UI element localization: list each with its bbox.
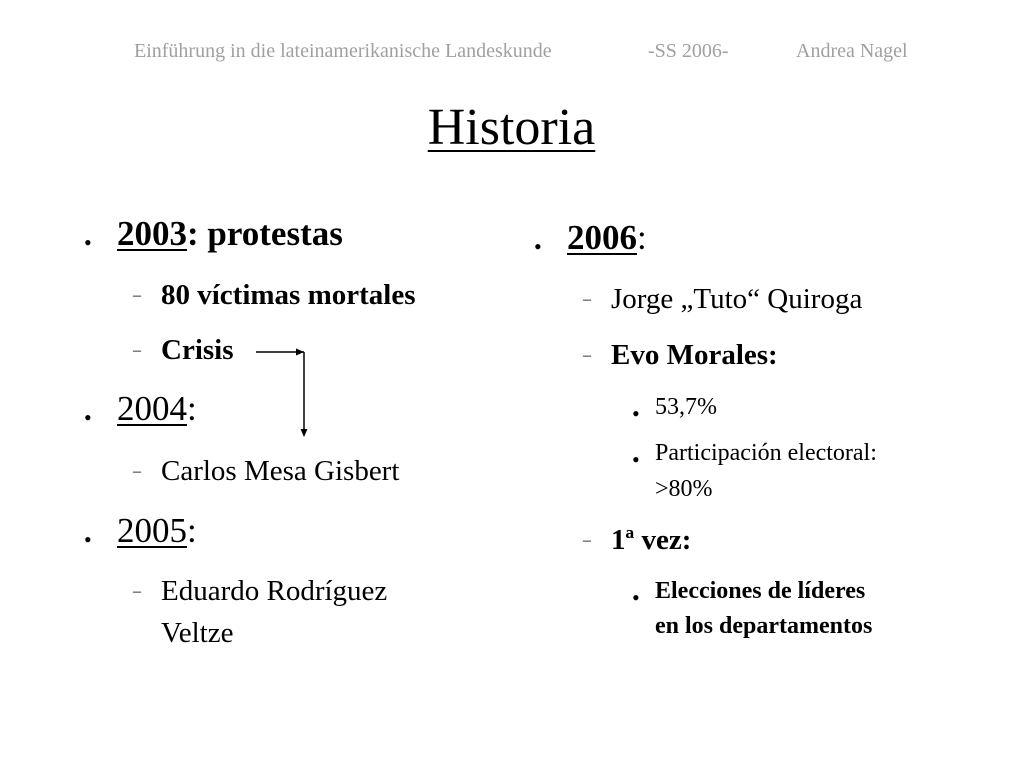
dash-icon: – <box>133 583 141 600</box>
bullet-icon: • <box>632 585 640 610</box>
item-2006-text: : <box>637 218 647 257</box>
list-item-percent: 53,7% <box>655 394 717 420</box>
course-title: Einführung in die lateinamerikanische Landeskunde <box>134 40 552 62</box>
list-item-morales: Evo Morales: <box>611 339 778 371</box>
bullet-icon: • <box>632 401 640 426</box>
item-2003-text: : protestas <box>187 214 343 253</box>
dash-icon: – <box>133 463 141 480</box>
slide-title: Historia <box>427 99 596 156</box>
bullet-icon: • <box>534 234 542 259</box>
dash-icon: – <box>133 287 141 304</box>
list-item-2006 <box>567 218 647 258</box>
bullet-icon: • <box>84 527 92 552</box>
list-item-victims: 80 víctimas mortales <box>161 279 416 311</box>
list-item-rodriguez-line2: Veltze <box>161 617 234 649</box>
dash-icon: – <box>583 532 591 549</box>
year-2006: 2006 <box>567 218 637 257</box>
list-item-first-time: 1ª vez: <box>611 524 692 556</box>
year-2004: 2004 <box>117 389 187 428</box>
list-item-elections-line2: en los departamentos <box>655 613 873 639</box>
year-2005: 2005 <box>117 511 187 550</box>
item-2005-text: : <box>187 511 197 550</box>
dash-icon: – <box>133 342 141 359</box>
author-name: Andrea Nagel <box>796 40 908 62</box>
list-item-participation-line2: >80% <box>655 476 713 502</box>
list-item-mesa: Carlos Mesa Gisbert <box>161 455 400 487</box>
dash-icon: – <box>583 291 591 308</box>
list-item-rodriguez-line1: Eduardo Rodríguez <box>161 575 388 607</box>
bullet-icon: • <box>632 447 640 472</box>
bullet-icon: • <box>84 230 92 255</box>
dash-icon: – <box>583 347 591 364</box>
list-item-quiroga: Jorge „Tuto“ Quiroga <box>611 283 863 315</box>
item-2004-text: : <box>187 389 197 428</box>
year-2003: 2003 <box>117 214 187 253</box>
list-item-elections-line1: Elecciones de líderes <box>655 578 866 604</box>
bullet-icon: • <box>84 405 92 430</box>
semester-label: -SS 2006- <box>648 40 729 62</box>
list-item-crisis: Crisis <box>161 334 234 366</box>
list-item-participation-line1: Participación electoral: <box>655 440 877 466</box>
